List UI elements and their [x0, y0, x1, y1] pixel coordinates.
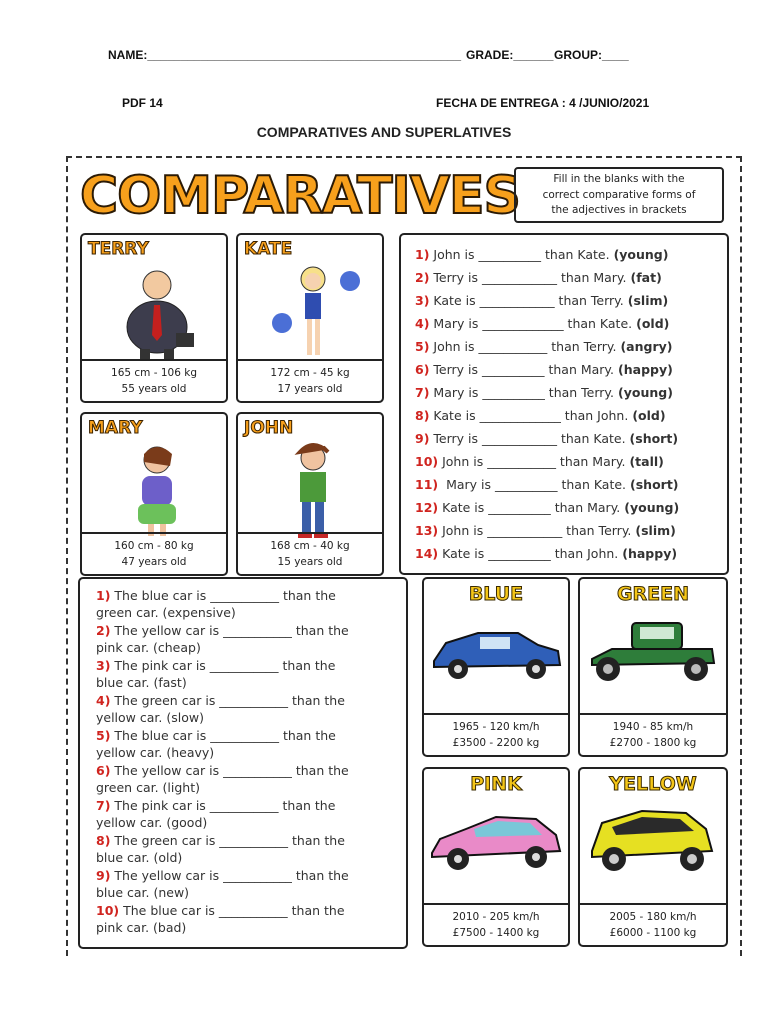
instructions-box: [514, 167, 724, 223]
year-speed: 1940 - 85 km/h: [612, 721, 694, 733]
price-weight: £7500 - 1400 kg: [452, 927, 540, 939]
car-card-yellow: [578, 767, 728, 947]
age: 17 years old: [277, 383, 343, 395]
height-weight: 172 cm - 45 kg: [270, 367, 350, 379]
price-weight: £3500 - 2200 kg: [452, 737, 540, 749]
year-speed: 2010 - 205 km/h: [452, 911, 540, 923]
car-question: 7) The pink car is ___________ than the yellow car. (good): [96, 798, 336, 830]
person-stats: [82, 532, 226, 574]
person-name: MARY: [88, 418, 143, 438]
question-row: 13) John is ____________ than Terry. (slim): [415, 523, 676, 538]
group-field-line: GROUP:____: [554, 48, 629, 62]
comparatives-banner: COMPARATIVES: [80, 166, 520, 226]
person-card-terry: [80, 233, 228, 403]
car-name: GREEN: [616, 583, 690, 605]
car-question: 4) The green car is ___________ than the yellow car. (slow): [96, 693, 345, 725]
height-weight: 168 cm - 40 kg: [270, 540, 350, 552]
question-row: 6) Terry is __________ than Mary. (happy): [415, 362, 673, 377]
car-name: BLUE: [468, 583, 524, 605]
people-questions-box: [399, 233, 729, 575]
height-weight: 165 cm - 106 kg: [111, 367, 197, 379]
car-question: 2) The yellow car is ___________ than the pink car. (cheap): [96, 623, 349, 655]
question-row: 8) Kate is _____________ than John. (old): [415, 408, 666, 423]
year-speed: 2005 - 180 km/h: [609, 911, 697, 923]
car-question: 3) The pink car is ___________ than the blue car. (fast): [96, 658, 336, 690]
car-stats: [424, 713, 568, 755]
car-stats: [580, 903, 726, 945]
car-stats: [580, 713, 726, 755]
car-name: PINK: [470, 773, 522, 795]
due-date: FECHA DE ENTREGA : 4 /JUNIO/2021: [436, 96, 650, 110]
worksheet-title: COMPARATIVES AND SUPERLATIVES: [256, 124, 512, 140]
car-question: 1) The blue car is ___________ than the green car. (expensive): [96, 588, 336, 620]
blue-car-illustration: [426, 609, 566, 689]
boy-illustration: [258, 440, 368, 540]
person-stats: [238, 359, 382, 401]
question-row: 7) Mary is __________ than Terry. (young): [415, 385, 673, 400]
question-row: 4) Mary is _____________ than Kate. (old): [415, 316, 670, 331]
instruction-line: the adjectives in brackets: [551, 204, 687, 216]
green-car-illustration: [582, 609, 722, 689]
height-weight: 160 cm - 80 kg: [114, 540, 194, 552]
instruction-line: Fill in the blanks with the: [553, 173, 685, 185]
question-row: 2) Terry is ____________ than Mary. (fat): [415, 270, 662, 285]
age: 47 years old: [121, 556, 187, 568]
person-card-kate: [236, 233, 384, 403]
person-name: JOHN: [244, 418, 294, 438]
person-name: KATE: [244, 239, 293, 259]
question-row: 12) Kate is __________ than Mary. (young): [415, 500, 680, 515]
car-name: YELLOW: [609, 773, 697, 795]
cheerleader-illustration: [258, 261, 368, 361]
question-row: 1) John is __________ than Kate. (young): [415, 247, 669, 262]
name-field-line: NAME:_______________________________________________: [108, 48, 461, 62]
person-stats: [82, 359, 226, 401]
car-question: 6) The yellow car is ___________ than the green car. (light): [96, 763, 349, 795]
price-weight: £6000 - 1100 kg: [609, 927, 697, 939]
question-row: 9) Terry is ____________ than Kate. (short): [415, 431, 679, 446]
car-question: 9) The yellow car is ___________ than the blue car. (new): [96, 868, 349, 900]
car-question: 10) The blue car is ___________ than the pink car. (bad): [96, 903, 345, 935]
age: 55 years old: [121, 383, 187, 395]
person-card-john: [236, 412, 384, 576]
car-card-blue: [422, 577, 570, 757]
car-questions-box: [78, 577, 408, 949]
woman-illustration: [102, 440, 212, 540]
pdf-label: PDF 14: [122, 96, 163, 110]
question-row: 14) Kate is __________ than John. (happy): [415, 546, 678, 561]
grade-field-line: GRADE:______: [466, 48, 554, 62]
age: 15 years old: [277, 556, 343, 568]
car-card-pink: [422, 767, 570, 947]
person-card-mary: [80, 412, 228, 576]
question-row: 10) John is ___________ than Mary. (tall): [415, 454, 664, 469]
car-question: 8) The green car is ___________ than the blue car. (old): [96, 833, 345, 865]
yellow-car-illustration: [582, 799, 722, 879]
car-question: 5) The blue car is ___________ than the yellow car. (heavy): [96, 728, 336, 760]
person-stats: [238, 532, 382, 574]
car-stats: [424, 903, 568, 945]
car-card-green: [578, 577, 728, 757]
question-row: 3) Kate is ____________ than Terry. (slim): [415, 293, 669, 308]
question-row: 5) John is ___________ than Terry. (angry): [415, 339, 673, 354]
pink-car-illustration: [426, 799, 566, 879]
person-name: TERRY: [88, 239, 149, 259]
businessman-illustration: [102, 261, 212, 361]
question-row: 11) Mary is __________ than Kate. (short): [415, 477, 679, 492]
price-weight: £2700 - 1800 kg: [609, 737, 697, 749]
year-speed: 1965 - 120 km/h: [452, 721, 540, 733]
instruction-line: correct comparative forms of: [542, 188, 696, 201]
